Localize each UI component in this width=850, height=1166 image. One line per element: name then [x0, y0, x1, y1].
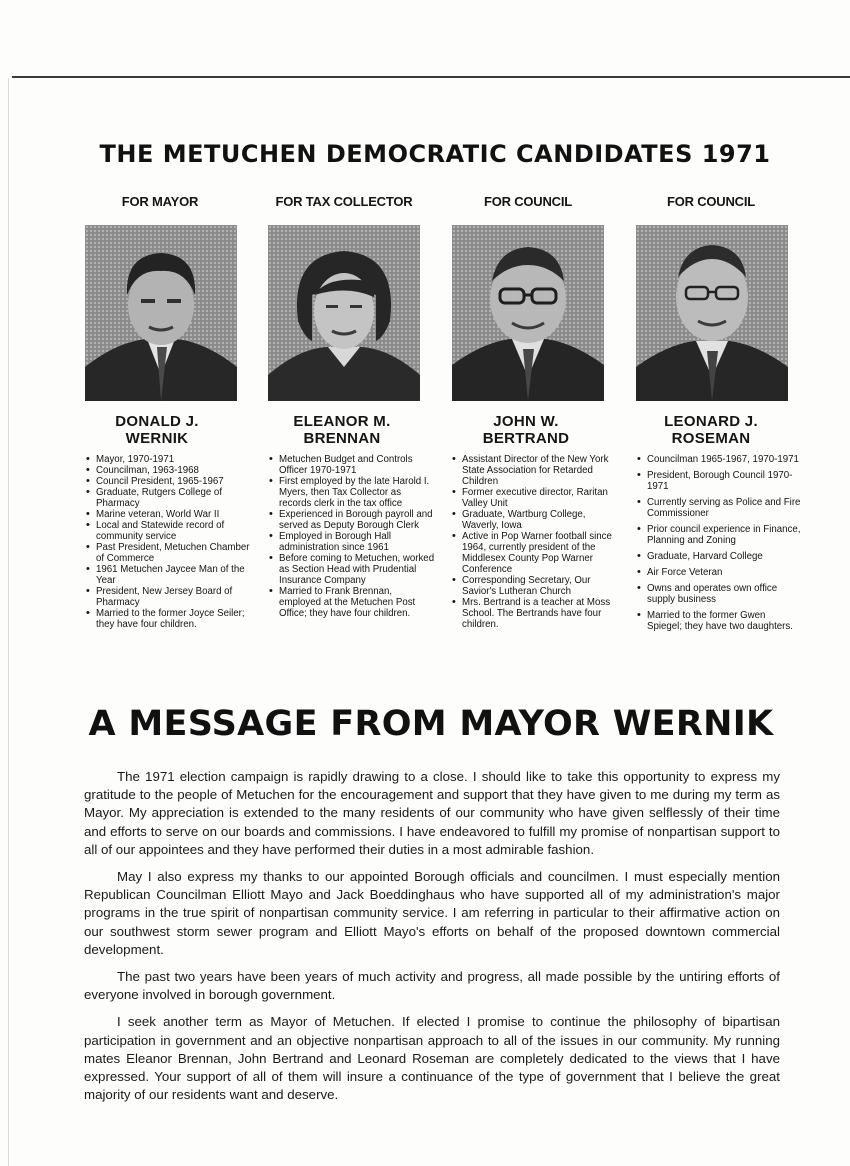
bullet-item: • Currently serving as Police and Fire Commissioner — [637, 497, 803, 519]
bullet-item: • Before coming to Metuchen, worked as Section Head with Prudential Insurance Company — [269, 553, 435, 586]
candidate-bullet-list — [86, 454, 252, 630]
bullet-item: • 1961 Metuchen Jaycee Man of the Year — [86, 564, 252, 586]
candidate-photo — [636, 225, 788, 401]
candidate-first-name: LEONARD J. — [664, 413, 758, 430]
bullet-item: • Local and Statewide record of community service — [86, 520, 252, 542]
portrait-image — [268, 225, 420, 401]
candidate-office: FOR COUNCIL — [666, 194, 756, 209]
candidate-first-name: DONALD J. — [115, 413, 199, 430]
candidate-photo — [85, 225, 237, 401]
portrait-image — [452, 225, 604, 401]
candidate-first-name: JOHN W. — [493, 413, 559, 430]
candidate-last-name: BERTRAND — [482, 430, 570, 447]
bullet-item: • Experienced in Borough payroll and served as Deputy Borough Clerk — [269, 509, 435, 531]
candidate-last-name: ROSEMAN — [671, 430, 751, 447]
portrait-image — [636, 225, 788, 401]
message-paragraph: I seek another term as Mayor of Metuchen. If elected I promise to continue the philosophy of bipartisan participation in government and an objective nonpartisan approach to all of the issues in our community. My running mates Eleanor Brennan, John Bertrand and Leonard Roseman are completely dedicated to the views that I have expressed. Your support of all of them will insure a continuance of the type of government that I believe the great majority of our residents want and deserve. — [84, 1014, 780, 1103]
bullet-item: • Councilman 1965-1967, 1970-1971 — [637, 454, 803, 465]
message-paragraph: The 1971 election campaign is rapidly drawing to a close. I should like to take this opportunity to express my gratitude to the people of Metuchen for the encouragement and support that they have given to me during my term as Mayor. My appreciation is extended to the many residents of our community who have given selflessly of their time and efforts to serve on our boards and commissions. I have endeavored to fulfill my promise of nonpartisan support to all of our appointees and they have performed their duties in a most admirable fashion. — [84, 769, 780, 857]
bullet-item: • Owns and operates own office supply business — [637, 583, 803, 605]
candidate-office: FOR MAYOR — [121, 194, 199, 209]
candidate-last-name: WERNIK — [125, 430, 189, 447]
candidate-photo — [452, 225, 604, 401]
message-paragraph: The past two years have been years of much activity and progress, all made possible by the untiring efforts of everyone involved in borough government. — [84, 969, 780, 1003]
candidate-name — [611, 413, 811, 447]
bullet-item: • Graduate, Harvard College — [637, 551, 803, 562]
bullet-item: • Graduate, Rutgers College of Pharmacy — [86, 487, 252, 509]
bullet-item: • Councilman, 1963-1968 — [86, 465, 252, 476]
bullet-item: • Corresponding Secretary, Our Savior's Lutheran Church — [452, 575, 618, 597]
bullet-item: • Active in Pop Warner football since 1964, currently president of the Middlesex County Pop Warner Conference — [452, 531, 618, 575]
page-edge — [8, 78, 9, 1166]
candidate-office: FOR TAX COLLECTOR — [275, 194, 413, 209]
bullet-item: • Married to the former Gwen Spiegel; they have two daughters. — [637, 610, 803, 632]
bullet-item: • Graduate, Wartburg College, Waverly, Iowa — [452, 509, 618, 531]
bullet-item: • Married to the former Joyce Seiler; they have four children. — [86, 608, 252, 630]
bullet-item: • Assistant Director of the New York State Association for Retarded Children — [452, 454, 618, 487]
candidate-office: FOR COUNCIL — [483, 194, 573, 209]
message-body — [84, 768, 780, 1113]
candidate-first-name: ELEANOR M. — [293, 413, 391, 430]
message-title: A MESSAGE FROM MAYOR WERNIK — [88, 704, 774, 744]
candidate-name — [242, 413, 442, 447]
bullet-item: • First employed by the late Harold I. Myers, then Tax Collector as records clerk in the tax office — [269, 476, 435, 509]
bullet-item: • Air Force Veteran — [637, 567, 803, 578]
candidate-name — [57, 413, 257, 447]
bullet-item: • Mrs. Bertrand is a teacher at Moss School. The Bertrands have four children. — [452, 597, 618, 630]
page-title: THE METUCHEN DEMOCRATIC CANDIDATES 1971 — [99, 140, 771, 168]
bullet-item: • President, New Jersey Board of Pharmacy — [86, 586, 252, 608]
bullet-item: • Former executive director, Raritan Valley Unit — [452, 487, 618, 509]
message-paragraph: May I also express my thanks to our appointed Borough officials and councilmen. I must especially mention Republican Councilman Elliott Mayo and Jack Boeddinghaus who have supported all of my administration's major programs in the true spirit of nonpartisan community service. I am referring in particular to their affirmative action on our southwest storm sewer program and Elliott Mayo's efforts on behalf of the proposed downtown commercial development. — [84, 869, 780, 957]
candidate-bullet-list — [269, 454, 435, 619]
bullet-item: • President, Borough Council 1970-1971 — [637, 470, 803, 492]
bullet-item: • Employed in Borough Hall administration since 1961 — [269, 531, 435, 553]
bullet-item: • Married to Frank Brennan, employed at the Metuchen Post Office; they have four children. — [269, 586, 435, 619]
bullet-item: • Metuchen Budget and Controls Officer 1970-1971 — [269, 454, 435, 476]
bullet-item: • Council President, 1965-1967 — [86, 476, 252, 487]
candidate-bullet-list — [637, 454, 803, 637]
candidate-name — [426, 413, 626, 447]
candidate-bullet-list — [452, 454, 618, 630]
candidate-photo — [268, 225, 420, 401]
bullet-item: • Past President, Metuchen Chamber of Commerce — [86, 542, 252, 564]
bullet-item: • Marine veteran, World War II — [86, 509, 252, 520]
bullet-item: • Mayor, 1970-1971 — [86, 454, 252, 465]
top-rule — [12, 76, 850, 78]
bullet-item: • Prior council experience in Finance, Planning and Zoning — [637, 524, 803, 546]
candidate-last-name: BRENNAN — [303, 430, 381, 447]
portrait-image — [85, 225, 237, 401]
